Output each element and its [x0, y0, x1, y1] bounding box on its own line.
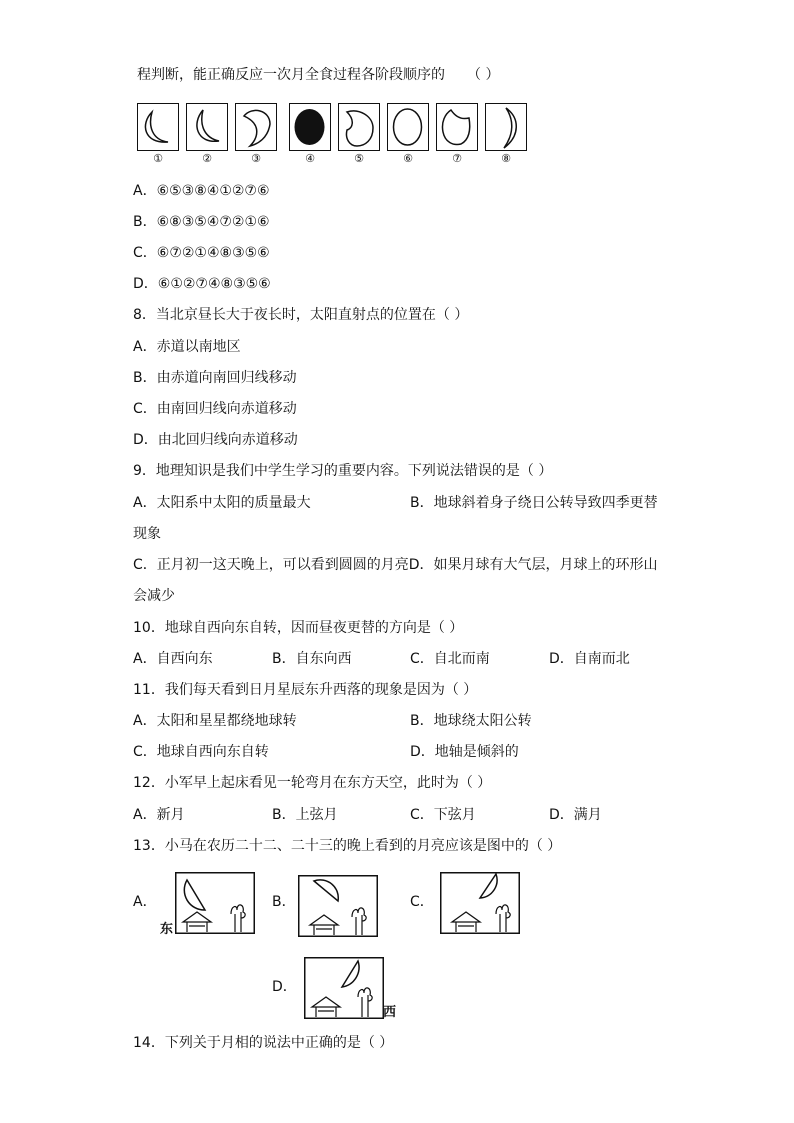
q12-option-a: A．新月 — [133, 807, 185, 823]
q7-bracket: （ ） — [467, 67, 500, 83]
q10-option-d: D．自南而北 — [549, 651, 630, 667]
q14-stem: 14．下列关于月相的说法中正确的是（ ） — [133, 1035, 394, 1051]
q11-option-c: C．地球自西向东自转 — [133, 744, 269, 760]
q12-option-b: B．上弦月 — [272, 807, 338, 823]
q7-option-a: A．⑥⑤③⑧④①②⑦⑥ — [133, 183, 270, 199]
q12-option-c: C．下弦月 — [410, 807, 476, 823]
q9-stem: 9．地理知识是我们中学生学习的重要内容。下列说法错误的是（ ） — [133, 463, 553, 479]
q12-stem: 12．小军早上起床看见一轮弯月在东方天空，此时为（ ） — [133, 775, 492, 791]
moon-phase-1 — [137, 103, 179, 151]
moon-phase-7 — [436, 103, 478, 151]
q10-option-c: C．自北而南 — [410, 651, 490, 667]
q9-option-b-cont: 现象 — [133, 526, 161, 542]
moon-label-1: ① — [153, 152, 163, 165]
moon-label-2: ② — [202, 152, 212, 165]
moon-phase-4 — [289, 103, 331, 151]
q7-option-b: B．⑥⑧③⑤④⑦②①⑥ — [133, 214, 270, 230]
moon-label-8: ⑧ — [501, 152, 511, 165]
q11-option-d: D．地轴是倾斜的 — [410, 744, 519, 760]
q13-letter-a: A． — [133, 894, 157, 910]
q7-option-c: C．⑥⑦②①④⑧③⑤⑥ — [133, 245, 270, 261]
q13-scene-c — [440, 872, 520, 934]
q7-stem-text: 程判断，能正确反应一次月全食过程各阶段顺序的 — [137, 67, 445, 83]
q10-option-b: B．自东向西 — [272, 651, 352, 667]
q9-option-a: A．太阳系中太阳的质量最大 — [133, 495, 311, 511]
moon-label-4: ④ — [305, 152, 315, 165]
west-label: 西 — [383, 1005, 397, 1020]
q13-scene-b — [298, 875, 378, 937]
q13-scene-d — [304, 957, 384, 1019]
moon-label-3: ③ — [251, 152, 261, 165]
moon-phase-2 — [186, 103, 228, 151]
east-label: 东 — [160, 922, 174, 937]
moon-label-7: ⑦ — [452, 152, 462, 165]
q8-option-b: B．由赤道向南回归线移动 — [133, 370, 297, 386]
q7-option-d: D．⑥①②⑦④⑧③⑤⑥ — [133, 276, 271, 292]
q10-option-a: A．自西向东 — [133, 651, 213, 667]
q11-option-a: A．太阳和星星都绕地球转 — [133, 713, 297, 729]
moon-phase-3 — [235, 103, 277, 151]
q10-stem: 10．地球自西向东自转，因而昼夜更替的方向是（ ） — [133, 620, 464, 636]
moon-label-5: ⑤ — [354, 152, 364, 165]
moon-phase-6 — [387, 103, 429, 151]
q13-letter-d: D． — [272, 979, 297, 995]
q12-option-d: D．满月 — [549, 807, 602, 823]
q11-option-b: B．地球绕太阳公转 — [410, 713, 532, 729]
q13-stem: 13．小马在农历二十二、二十三的晚上看到的月亮应该是图中的（ ） — [133, 838, 562, 854]
moon-label-6: ⑥ — [403, 152, 413, 165]
q8-stem: 8．当北京昼长大于夜长时，太阳直射点的位置在（ ） — [133, 307, 469, 323]
q7-stem — [137, 66, 499, 84]
q8-option-d: D．由北回归线向赤道移动 — [133, 432, 298, 448]
q13-letter-c: C． — [410, 894, 434, 910]
q11-stem: 11．我们每天看到日月星辰东升西落的现象是因为（ ） — [133, 682, 478, 698]
q13-scene-a — [175, 872, 255, 934]
q9-option-c-d: C．正月初一这天晚上，可以看到圆圆的月亮D．如果月球有大气层，月球上的环形山 — [133, 557, 658, 573]
moon-phase-5 — [338, 103, 380, 151]
q13-letter-b: B． — [272, 894, 296, 910]
moon-phase-8 — [485, 103, 527, 151]
q9-option-d-cont: 会减少 — [133, 588, 175, 604]
q8-option-c: C．由南回归线向赤道移动 — [133, 401, 297, 417]
q9-option-b: B．地球斜着身子绕日公转导致四季更替 — [410, 495, 658, 511]
q8-option-a: A．赤道以南地区 — [133, 339, 241, 355]
